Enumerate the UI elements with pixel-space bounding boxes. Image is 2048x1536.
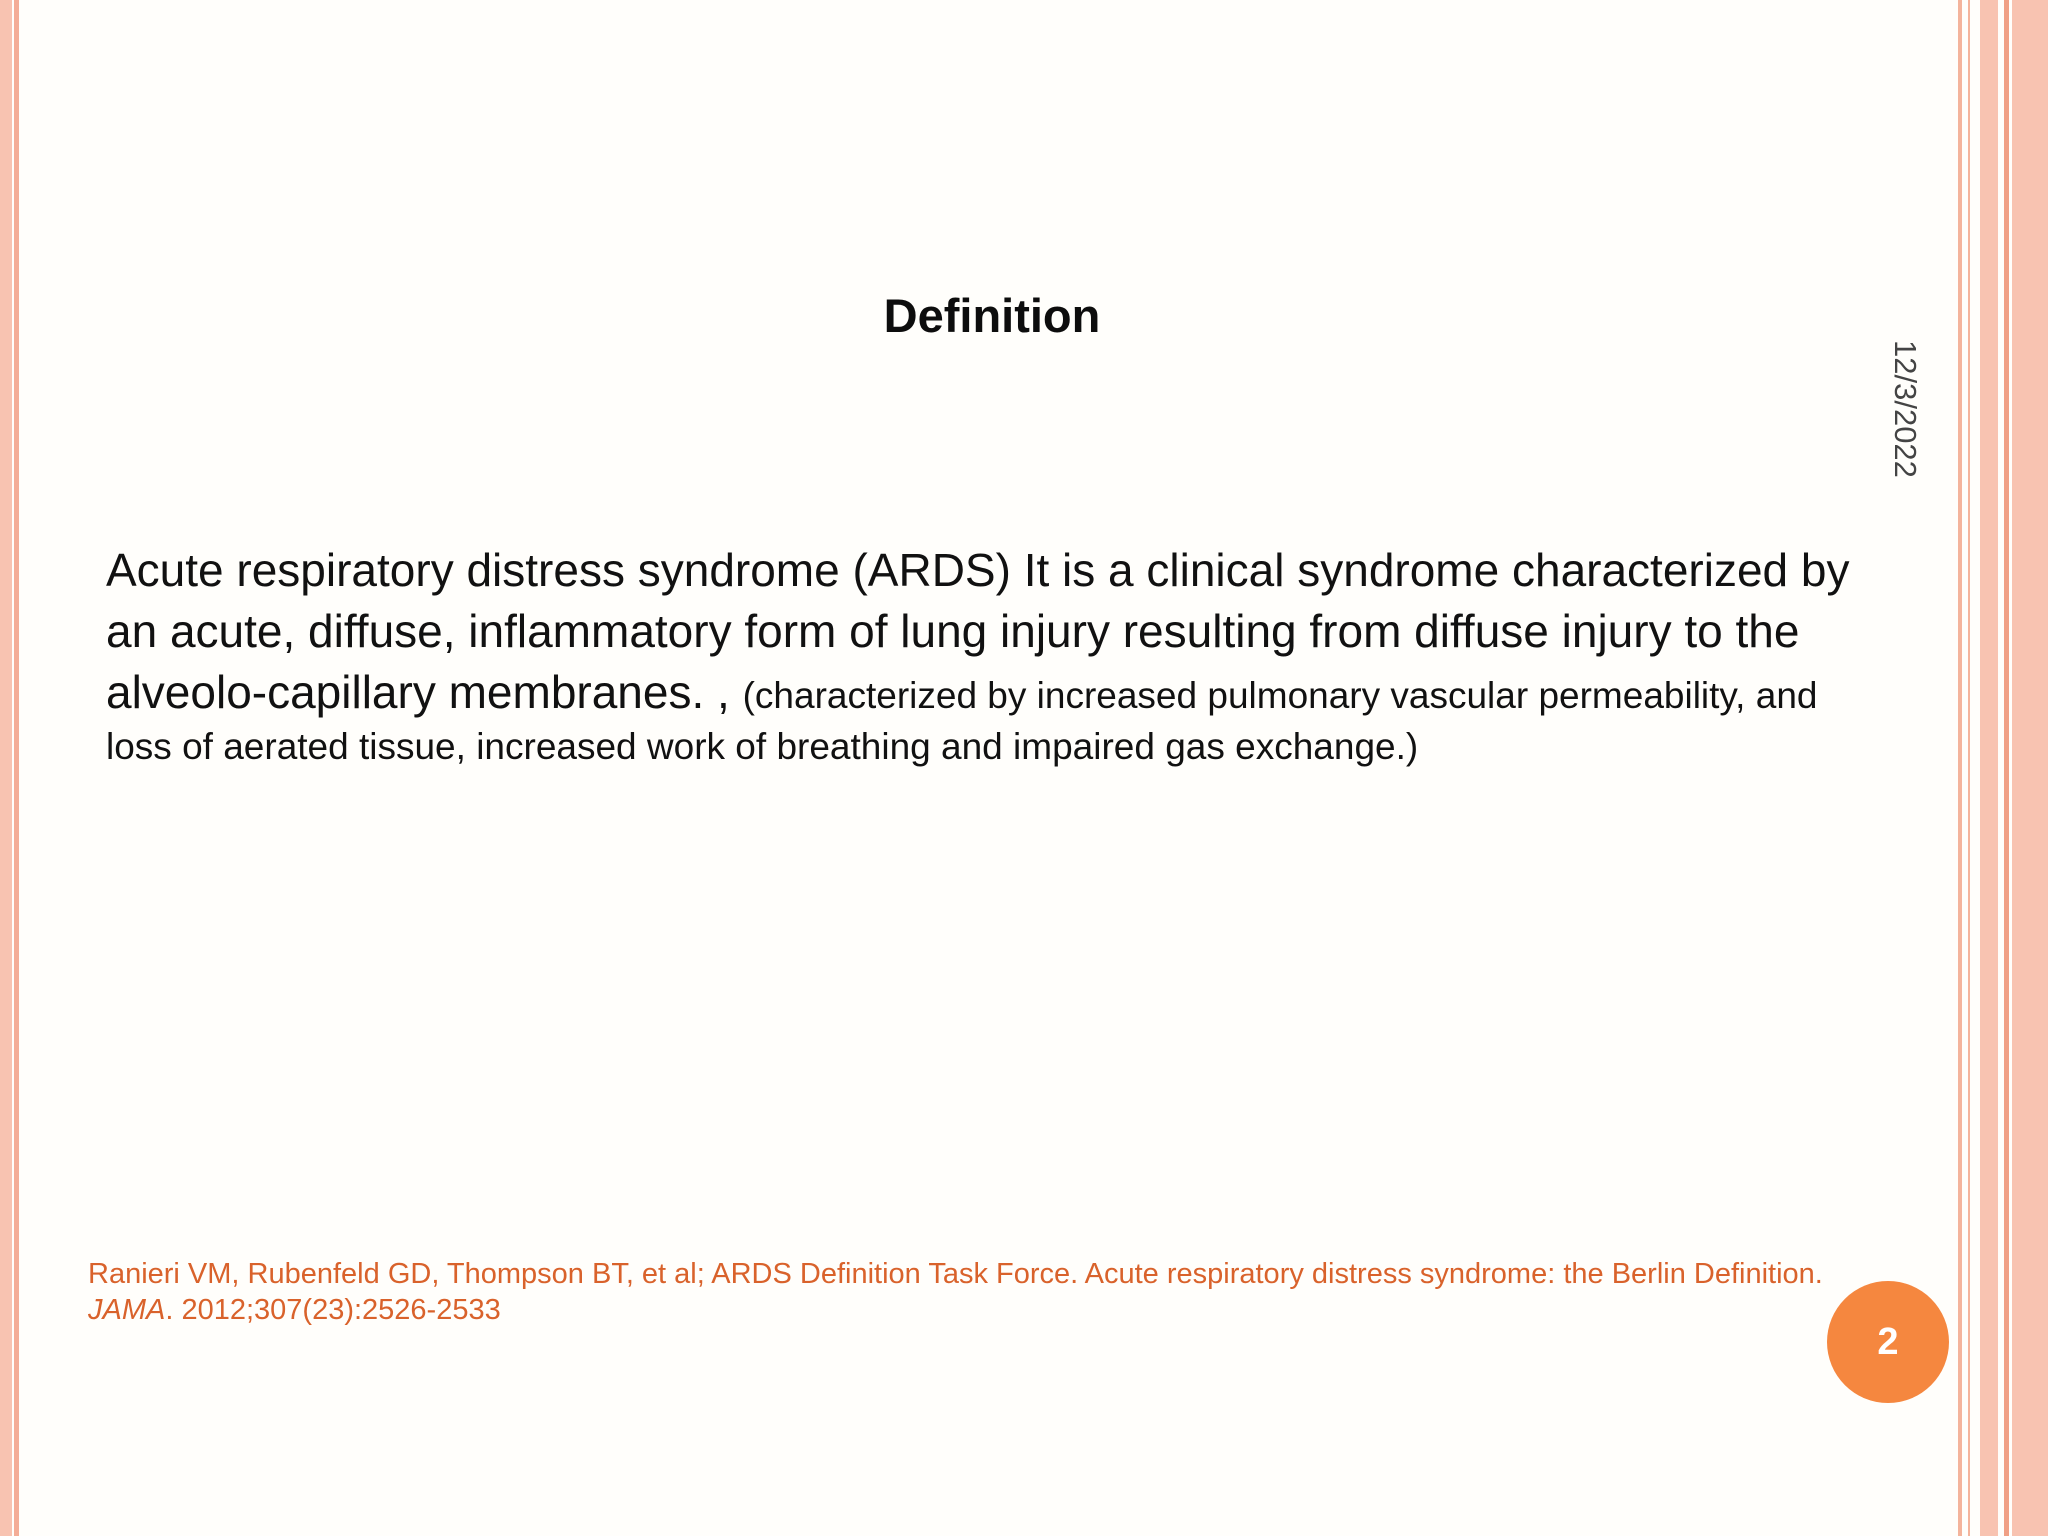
right-border-line xyxy=(2004,0,2009,1536)
body-detail-text: (characterized by increased pulmonary vascular permeability, and loss of aerated tissue, increased work of breathing and impaired gas exchange.) xyxy=(106,675,1818,767)
reference-citation xyxy=(88,1256,1848,1328)
right-border-stripe xyxy=(1980,0,1998,1536)
slide-date: 12/3/2022 xyxy=(1888,340,1923,478)
reference-details: . 2012;307(23):2526-2533 xyxy=(165,1294,501,1326)
reference-authors: Ranieri VM, Rubenfeld GD, Thompson BT, et al; ARDS Definition Task Force. Acute respiratory distress syndrome: the Berlin Definition. xyxy=(88,1258,1823,1290)
page-number: 2 xyxy=(1877,1320,1899,1363)
body-paragraph xyxy=(106,540,1866,770)
right-border-line xyxy=(1968,0,1970,1536)
right-border-stripe xyxy=(2012,0,2048,1536)
right-border-line xyxy=(1958,0,1962,1536)
left-border-line xyxy=(14,0,19,1536)
page-number-badge xyxy=(1827,1281,1949,1403)
body-main-text: Acute respiratory distress syndrome (ARDS) It is a clinical syndrome characterized by an acute, diffuse, inflammatory form of lung injury resulting from diffuse injury to the alveolo-capillary membranes. , xyxy=(106,544,1850,718)
slide-title: Definition xyxy=(883,289,1101,342)
left-border-stripe xyxy=(0,0,12,1536)
reference-journal: JAMA xyxy=(88,1294,166,1326)
